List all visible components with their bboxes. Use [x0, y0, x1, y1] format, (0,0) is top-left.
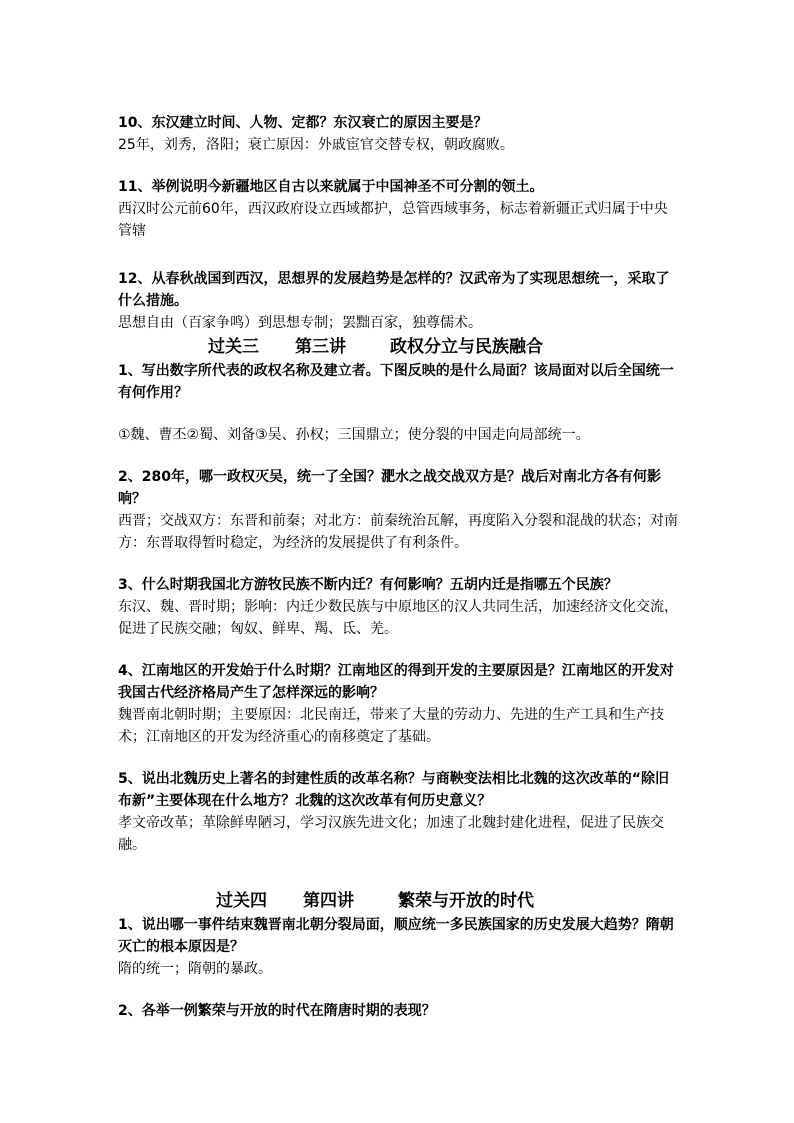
qa-item-3-1 — [118, 360, 678, 446]
section-heading-3 — [118, 334, 678, 360]
answer-text: 东汉、魏、晋时期；影响：内迁少数民族与中原地区的汉人共同生活，加速经济文化交流，促进了民族交融；匈奴、鲜卑、羯、氐、羌。 — [118, 599, 678, 637]
qa-item-3-5 — [118, 768, 678, 856]
answer-text: 西汉时公元前60年，西汉政府设立西域都护，总管西域事务，标志着新疆正式归属于中央管辖 — [118, 201, 668, 239]
qa-item-12 — [118, 268, 678, 334]
spacer — [118, 404, 678, 424]
qa-item-4-1 — [118, 914, 678, 980]
answer-text: 孝文帝改革；革除鲜卑陋习，学习汉族先进文化；加速了北魏封建化进程，促进了民族交融。 — [118, 815, 664, 853]
spacer — [118, 554, 678, 574]
section-topic-label: 政权分立与民族融合 — [390, 337, 543, 357]
qa-item-3-2 — [118, 466, 678, 554]
spacer — [118, 640, 678, 660]
section-lecture-label: 第三讲 — [295, 337, 346, 357]
document-page — [118, 112, 678, 1022]
spacer — [118, 980, 678, 1000]
spacer — [118, 242, 678, 268]
qa-item-11 — [118, 176, 678, 242]
section-lecture-label: 第四讲 — [303, 891, 354, 911]
answer-text: 西晋；交战双方：东晋和前秦；对北方：前秦统治瓦解，再度陷入分裂和混战的状态；对南方：东晋取得暂时稳定，为经济的发展提供了有利条件。 — [118, 513, 678, 551]
question-text: 10、东汉建立时间、人物、定都？东汉衰亡的原因主要是？ — [118, 115, 488, 131]
section-pass-label: 过关四 — [216, 891, 267, 911]
question-text: 5、说出北魏历史上著名的封建性质的改革名称？与商鞅变法相比北魏的这次改革的“除旧布新”主要体现在什么地方？北魏的这次改革有何历史意义？ — [118, 771, 669, 809]
section-pass-label: 过关三 — [208, 337, 259, 357]
spacer — [118, 856, 678, 882]
question-text: 2、280年，哪一政权灭吴，统一了全国？淝水之战交战双方是？战后对南北方各有何影响？ — [118, 469, 661, 507]
question-text: 4、江南地区的开发始于什么时期？江南地区的得到开发的主要原因是？江南地区的开发对我国古代经济格局产生了怎样深远的影响？ — [118, 663, 674, 701]
answer-text: 思想自由（百家争鸣）到思想专制；罢黜百家，独尊儒术。 — [118, 315, 482, 331]
qa-item-3-3 — [118, 574, 678, 640]
question-text: 1、写出数字所代表的政权名称及建立者。下图反映的是什么局面？该局面对以后全国统一有何作用？ — [118, 363, 674, 401]
spacer — [118, 446, 678, 466]
answer-text: ①魏、曹丕②蜀、刘备③吴、孙权；三国鼎立；使分裂的中国走向局部统一。 — [118, 427, 590, 443]
question-text: 2、各举一例繁荣与开放的时代在隋唐时期的表现？ — [118, 1003, 436, 1019]
answer-text: 25年，刘秀，洛阳；衰亡原因：外戚宦官交替专权，朝政腐败。 — [118, 137, 514, 153]
question-text: 11、举例说明今新疆地区自古以来就属于中国神圣不可分割的领土。 — [118, 179, 544, 195]
question-text: 1、说出哪一事件结束魏晋南北朝分裂局面，顺应统一多民族国家的历史发展大趋势？隋朝灭亡的根本原因是？ — [118, 917, 674, 955]
section-topic-label: 繁荣与开放的时代 — [398, 891, 534, 911]
question-text: 12、从春秋战国到西汉，思想界的发展趋势是怎样的？汉武帝为了实现思想统一，采取了什么措施。 — [118, 271, 670, 309]
qa-item-4-2 — [118, 1000, 678, 1022]
qa-item-10 — [118, 112, 678, 156]
answer-text: 隋的统一；隋朝的暴政。 — [118, 961, 272, 977]
answer-text: 魏晋南北朝时期；主要原因：北民南迁，带来了大量的劳动力、先进的生产工具和生产技术；江南地区的开发为经济重心的南移奠定了基础。 — [118, 707, 664, 745]
spacer — [118, 748, 678, 768]
spacer — [118, 156, 678, 176]
section-heading-4 — [118, 888, 678, 914]
qa-item-3-4 — [118, 660, 678, 748]
question-text: 3、什么时期我国北方游牧民族不断内迁？有何影响？五胡内迁是指哪五个民族？ — [118, 577, 618, 593]
